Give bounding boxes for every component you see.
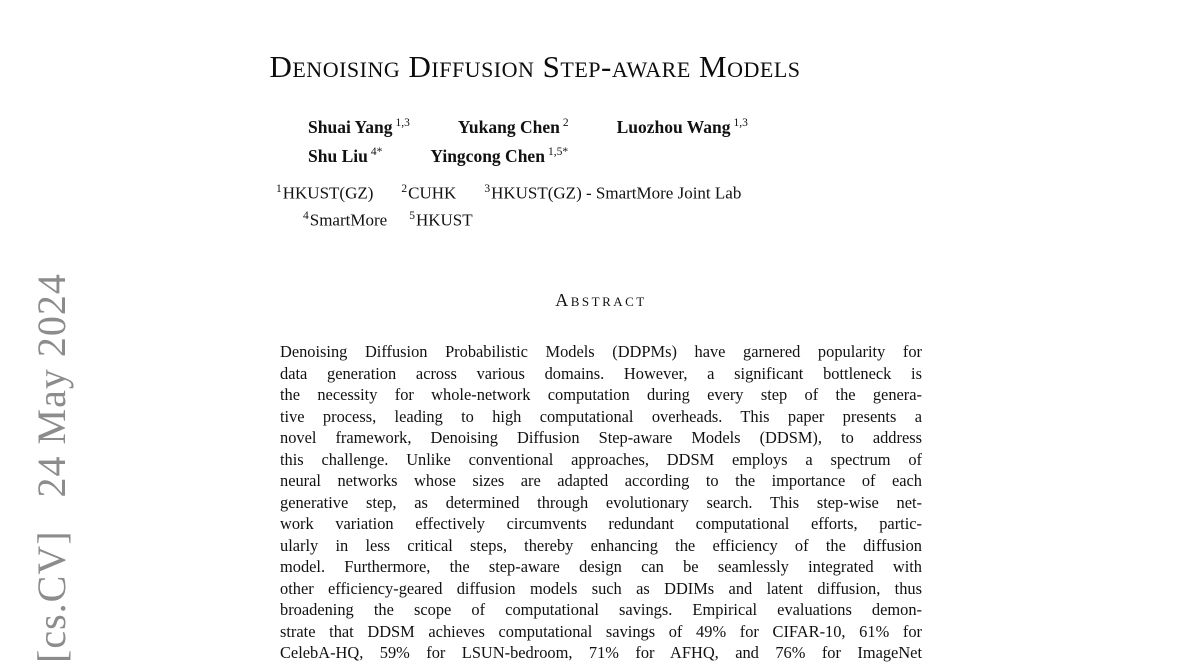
affiliation-superscript: 3 [484, 183, 491, 195]
abstract-line: this challenge. Unlike conventional approaches, DDSM employs a spectrum of [280, 449, 922, 469]
author-superscript: 1,3 [395, 117, 410, 130]
paper-title: Denoising Diffusion Step-aware Models [269, 49, 801, 84]
affiliations-row-1 [276, 183, 741, 210]
abstract-line: data generation across various domains. However, a significant bottleneck is [280, 363, 922, 383]
affiliations-row-2 [303, 210, 741, 237]
abstract-line: other efficiency-geared diffusion models such as DDIMs and latent diffusion, thus [280, 578, 922, 598]
author-superscript: 4* [370, 146, 383, 159]
author-name: Yingcong Chen [430, 146, 545, 166]
abstract-line: novel framework, Denoising Diffusion Step-aware Models (DDSM), to address [280, 428, 922, 447]
abstract-line: model. Furthermore, the step-aware design can be seamlessly integrated with [280, 557, 922, 576]
arxiv-watermark: [cs.CV] 24 May 2024 [29, 273, 74, 663]
affiliation-superscript: 1 [276, 183, 282, 195]
abstract-line: generative step, as determined through evolutionary search. This step-wise net- [280, 492, 922, 512]
abstract-line: Denoising Diffusion Probabilistic Models (DDPMs) have garnered popularity for [280, 342, 922, 361]
affiliation-superscript: 2 [401, 183, 408, 195]
abstract-heading: Abstract [555, 290, 647, 310]
affiliation [303, 210, 387, 231]
affiliation-name: HKUST(GZ) [282, 183, 374, 203]
affiliation [409, 210, 472, 231]
author [308, 117, 410, 138]
authors-row-1 [308, 117, 748, 146]
author-name: Shuai Yang [308, 117, 393, 137]
author-name: Shu Liu [308, 146, 368, 166]
affiliation-name: CUHK [408, 183, 457, 203]
abstract-line: broadening the scope of computational savings. Empirical evaluations demon- [280, 600, 922, 619]
abstract-line: strate that DDSM achieves computational savings of 49% for CIFAR-10, 61% for [280, 621, 922, 641]
author-superscript: 2 [562, 117, 569, 130]
author-superscript: 1,5* [547, 146, 569, 159]
authors-row-2 [308, 146, 748, 175]
affiliation [401, 183, 456, 204]
author [458, 117, 569, 138]
abstract-body [280, 341, 922, 664]
affiliation-name: HKUST(GZ) - SmartMore Joint Lab [491, 183, 742, 203]
affiliation [484, 183, 741, 204]
affiliation-name: HKUST [415, 210, 473, 230]
affiliation-superscript: 5 [409, 210, 415, 222]
affiliations-block [276, 183, 741, 237]
affiliation-name: SmartMore [309, 210, 388, 230]
authors-block [308, 117, 748, 175]
author [430, 146, 568, 167]
abstract-line: neural networks whose sizes are adapted according to the importance of each [280, 471, 922, 490]
abstract-line: work variation effectively circumvents redundant computational efforts, partic- [280, 514, 922, 533]
abstract-line: CelebA-HQ, 59% for LSUN-bedroom, 71% for AFHQ, and 76% for ImageNet [280, 643, 922, 662]
author-name: Yukang Chen [457, 117, 560, 137]
author [617, 117, 748, 138]
abstract-line: ularly in less critical steps, thereby enhancing the efficiency of the diffusion [280, 535, 922, 555]
affiliation [276, 183, 373, 204]
author [308, 146, 382, 167]
author-name: Luozhou Wang [616, 117, 731, 137]
abstract-line: the necessity for whole-network computation during every step of the genera- [280, 385, 922, 404]
abstract-line: tive process, leading to high computational overheads. This paper presents a [280, 406, 922, 426]
author-superscript: 1,3 [733, 117, 748, 130]
affiliation-superscript: 4 [303, 210, 309, 222]
